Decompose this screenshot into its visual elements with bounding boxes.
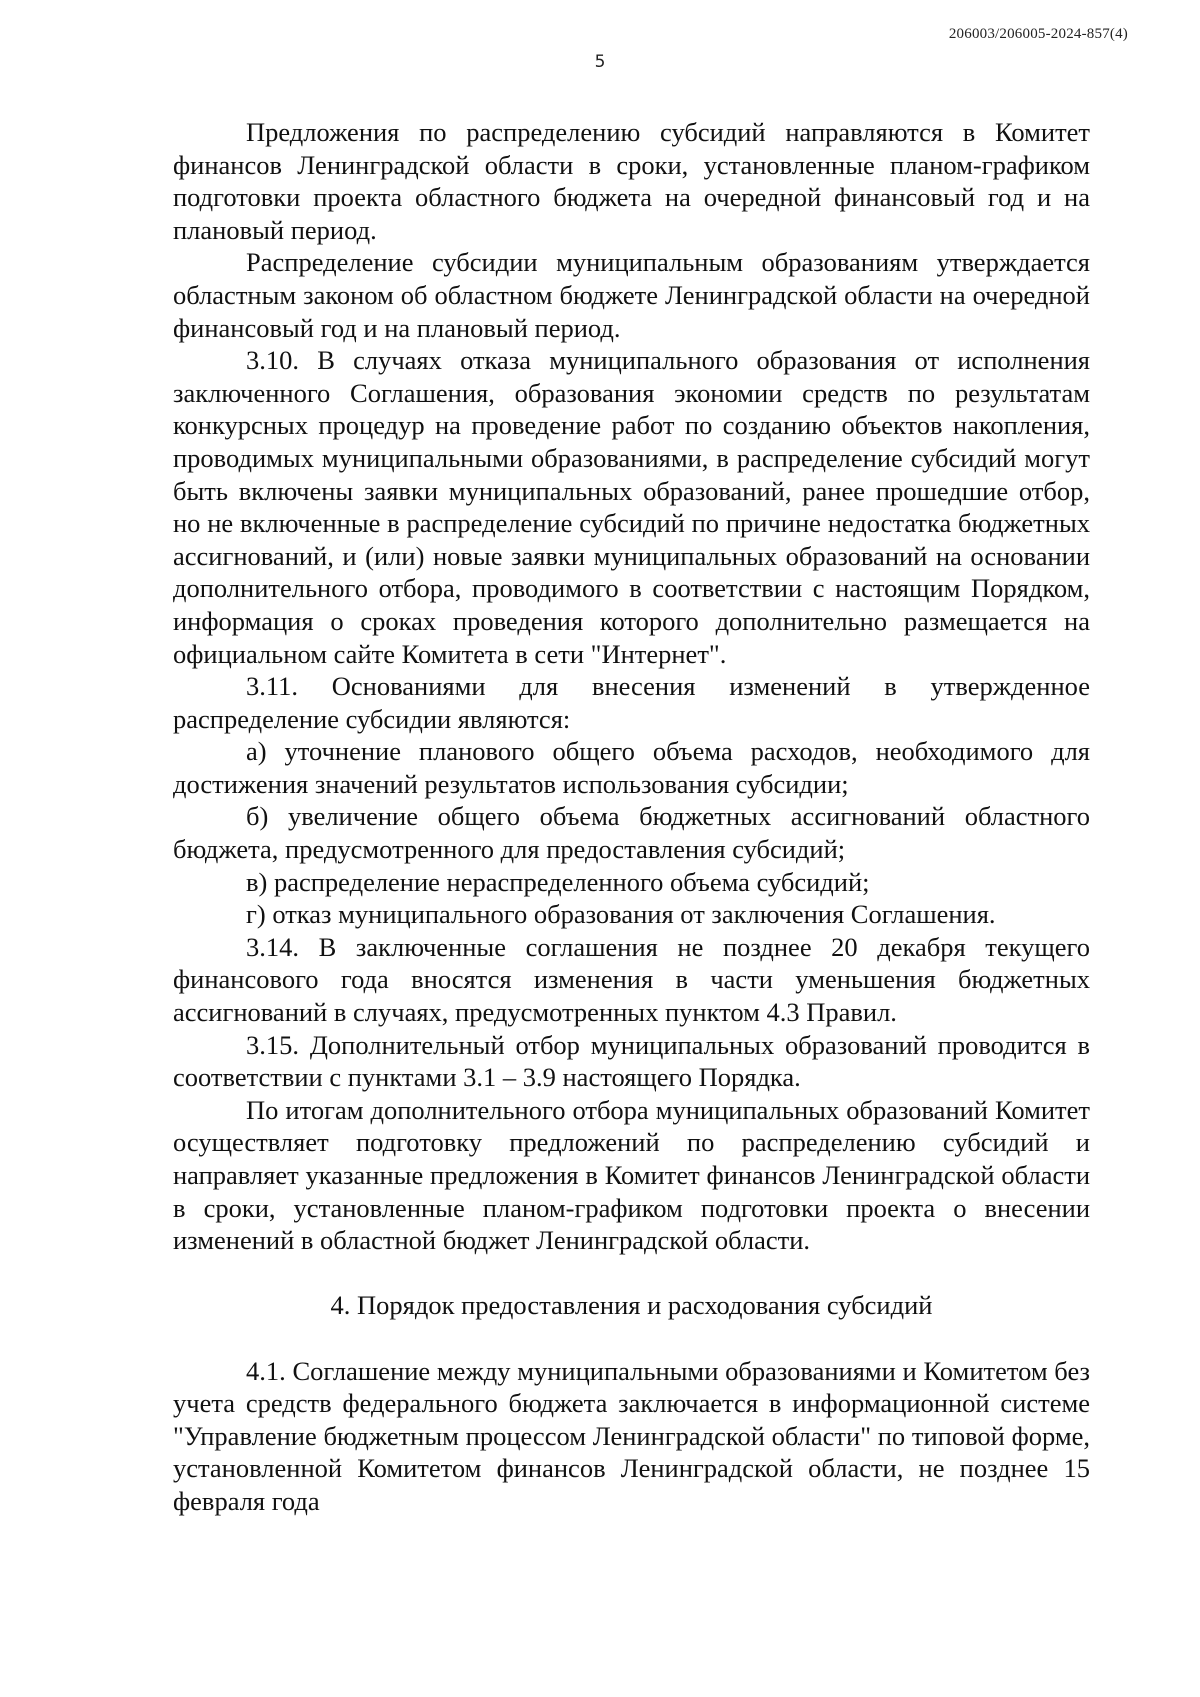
paragraph-3-10: 3.10. В случаях отказа муниципального образования от исполнения заключенного Соглашения, образования экономии средств по результатам конкурсных процедур на проведение работ по созданию объектов накопления, проводимых муниципальными образованиями, в распределение субсидий могут быть включены заявки муниципальных образований, ранее прошедшие отбор, но не включенные в распределение субсидий по причине недостатка бюджетных ассигнований, и (или) новые заявки муниципальных образований на основании дополнительного отбора, проводимого в соответствии с настоящим Порядком, информация о сроках проведения которого дополнительно размещается на официальном сайте Комитета в сети "Интернет".: [173, 345, 1090, 669]
paragraph-3-14: 3.14. В заключенные соглашения не позднее 20 декабря текущего финансового года вносятся изменения в части уменьшения бюджетных ассигнований в случаях, предусмотренных пунктом 4.3 Правил.: [173, 931, 1090, 1028]
page-number: 5: [594, 52, 606, 72]
paragraph-4-1: 4.1. Соглашение между муниципальными образованиями и Комитетом без учета средств федерального бюджета заключается в информационной системе "Управление бюджетным процессом Ленинградской области" по типовой форме, установленной Комитетом финансов Ленинградской области, не позднее 15 февраля года: [173, 1355, 1090, 1516]
document-id: 206003/206005-2024-857(4): [948, 26, 1128, 42]
paragraph-distribution-approval: Распределение субсидии муниципальным образованиям утверждается областным законом об областном бюджете Ленинградской области на очередной финансовый год и на плановый период.: [173, 247, 1090, 343]
paragraph-additional-selection: По итогам дополнительного отбора муниципальных образований Комитет осуществляет подготовку предложений по распределению субсидий и направляет указанные предложения в Комитет финансов Ленинградской области в сроки, установленные планом-графиком подготовки проекта о внесении изменений в областной бюджет Ленинградской области.: [173, 1094, 1090, 1256]
paragraph-3-11-v: в) распределение нераспределенного объема субсидий;: [246, 866, 870, 897]
paragraph-3-11-g: г) отказ муниципального образования от заключения Соглашения.: [246, 899, 996, 930]
section-heading: 4. Порядок предоставления и расходования субсидий: [330, 1290, 933, 1321]
paragraph-proposals: Предложения по распределению субсидий направляются в Комитет финансов Ленинградской области в сроки, установленные планом-графиком подготовки проекта областного бюджета на очередной финансовый год и на плановый период.: [173, 117, 1090, 245]
document-body: [173, 116, 1090, 1518]
paragraph-3-15: 3.15. Дополнительный отбор муниципальных образований проводится в соответствии с пунктами 3.1 – 3.9 настоящего Порядка.: [173, 1029, 1090, 1093]
paragraph-3-11-a: а) уточнение планового общего объема расходов, необходимого для достижения значений результатов использования субсидии;: [173, 736, 1090, 799]
paragraph-3-11: 3.11. Основаниями для внесения изменений в утвержденное распределение субсидии являются:: [173, 671, 1090, 734]
paragraph-3-11-b: б) увеличение общего объема бюджетных ассигнований областного бюджета, предусмотренного для предоставления субсидий;: [173, 801, 1090, 865]
